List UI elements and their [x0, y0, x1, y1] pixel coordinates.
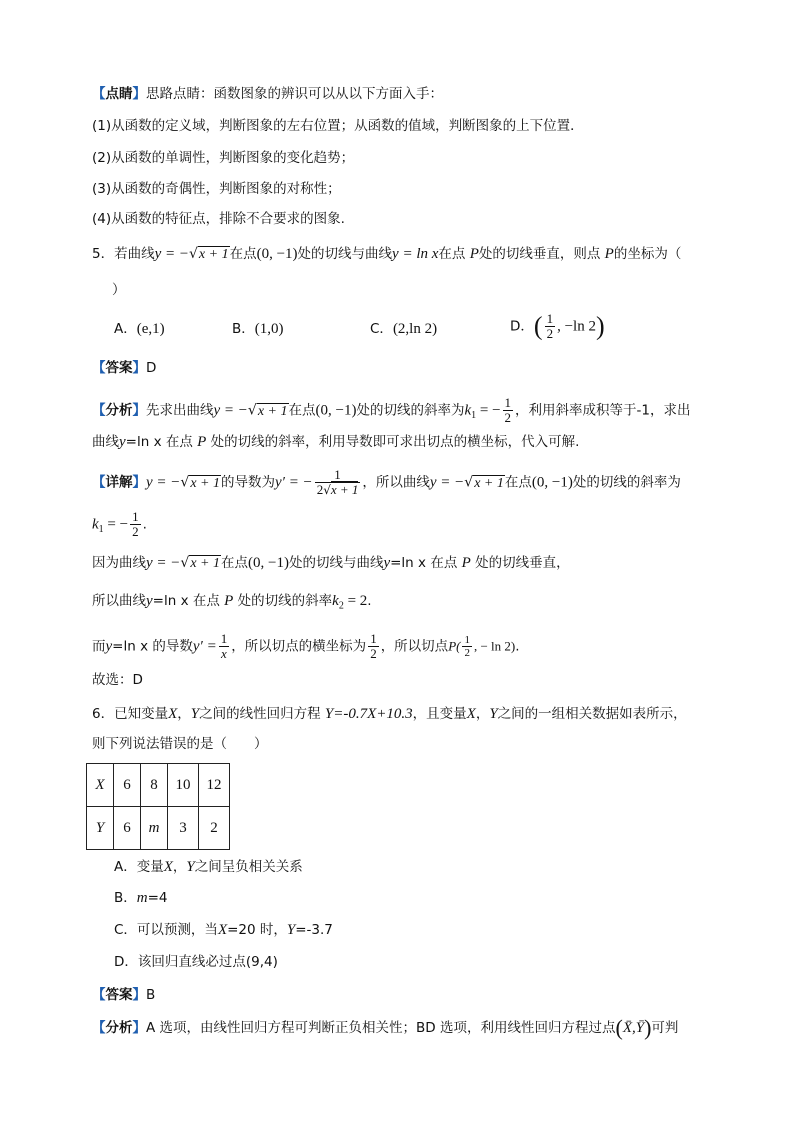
table-cell: 8: [141, 764, 168, 807]
q6-option-a[interactable]: A．变量X，Y之间呈负相关关系: [114, 859, 303, 875]
table-cell: 6: [114, 807, 141, 850]
q5-stem-close: ）: [112, 282, 126, 298]
q6-option-b[interactable]: B．m=4: [114, 890, 168, 906]
q6-option-c[interactable]: C．可以预测，当X=20 时，Y=-3.7: [114, 922, 333, 938]
q5-detail-line4: 所以曲线y=ln x 在点 P 处的切线的斜率$k_2 = 2$.: [92, 593, 372, 612]
q6-analysis: 【分析】A 选项，由线性回归方程可判断正负相关性；BD 选项，利用线性回归方程过点(X̄,Ȳ)可判: [92, 1015, 679, 1040]
dianjing-tag: 【点睛】: [92, 86, 146, 102]
table-cell: 6: [114, 764, 141, 807]
q5-detail-line3: 因为曲线y = −√x + 1在点(0, −1)处的切线与曲线y=ln x 在点 P 处的切线垂直，: [92, 555, 570, 571]
q5-answer: 【答案】D: [92, 360, 157, 376]
dianjing-item-4: (4)从函数的特征点，排除不合要求的图象.: [92, 211, 345, 227]
table-cell: m: [141, 807, 168, 850]
table-cell: 2: [199, 807, 230, 850]
q5-conclusion: 故选：D: [92, 672, 143, 688]
table-cell: 10: [168, 764, 199, 807]
q5-detail-line2: $k_1$ = − $\frac{1}{2}$ .: [92, 509, 147, 539]
dianjing-intro-line: [92, 84, 443, 104]
q5-option-d[interactable]: D．( $\frac{1}{2}$ , −ln 2): [510, 311, 605, 341]
q5-analysis-line1: 【分析】先求出曲线y = −√x + 1在点(0, −1)处的切线的斜率为$k_1$ = − $\frac{1}{2}$ ，利用斜率成积等于-1，求出: [92, 395, 691, 425]
dianjing-item-2: (2)从函数的单调性，判断图象的变化趋势；: [92, 150, 355, 166]
table-cell: 3: [168, 807, 199, 850]
dianjing-item-1: (1)从函数的定义域，判断图象的左右位置；从函数的值域，判断图象的上下位置．: [92, 118, 584, 134]
table-row: [87, 764, 230, 807]
table-row: [87, 807, 230, 850]
dianjing-intro: 思路点睛：函数图象的辨识可以从以下方面入手：: [146, 86, 443, 102]
q5-option-a[interactable]: A．(e,1): [114, 321, 165, 337]
q6-stem-line1: 6．已知变量X，Y之间的线性回归方程 Y=-0.7X+10.3，且变量X，Y之间的一组相关数据如表所示，: [92, 706, 687, 722]
q5-stem-line1: 5．若曲线y = −√x + 1在点(0, −1)处的切线与曲线y = ln x在点 P处的切线垂直，则点 P的坐标为（: [92, 246, 682, 262]
q5-option-b[interactable]: B．(1,0): [232, 321, 284, 337]
dianjing-item-3: (3)从函数的奇偶性，判断图象的对称性；: [92, 181, 341, 197]
q5-option-c[interactable]: C．(2,ln 2): [370, 321, 438, 337]
q6-answer: 【答案】B: [92, 987, 156, 1003]
table-cell: 12: [199, 764, 230, 807]
q6-data-table: [86, 763, 230, 850]
q6-option-d[interactable]: D．该回归直线必过点(9,4): [114, 954, 278, 970]
q6-stem-line2: 则下列说法错误的是（ ）: [92, 736, 268, 752]
table-cell: X: [87, 764, 114, 807]
q5-detail-line5: 而y=ln x 的导数y′ = $\frac{1}{x}$ ，所以切点的横坐标为 $\frac{1}{2}$ ，所以切点P( $\frac{1}{2}$ , − ln 2).: [92, 631, 520, 661]
q5-analysis-line2: 曲线y=ln x 在点 P 处的切线的斜率，利用导数即可求出切点的横坐标，代入可解.: [92, 434, 580, 450]
table-cell: Y: [87, 807, 114, 850]
q5-detail-line1: 【详解】y = −√x + 1的导数为y′ = − $\frac{1}{2√x + 1}$ ，所以曲线y = −√x + 1在点(0, −1)处的切线的斜率为: [92, 467, 681, 497]
